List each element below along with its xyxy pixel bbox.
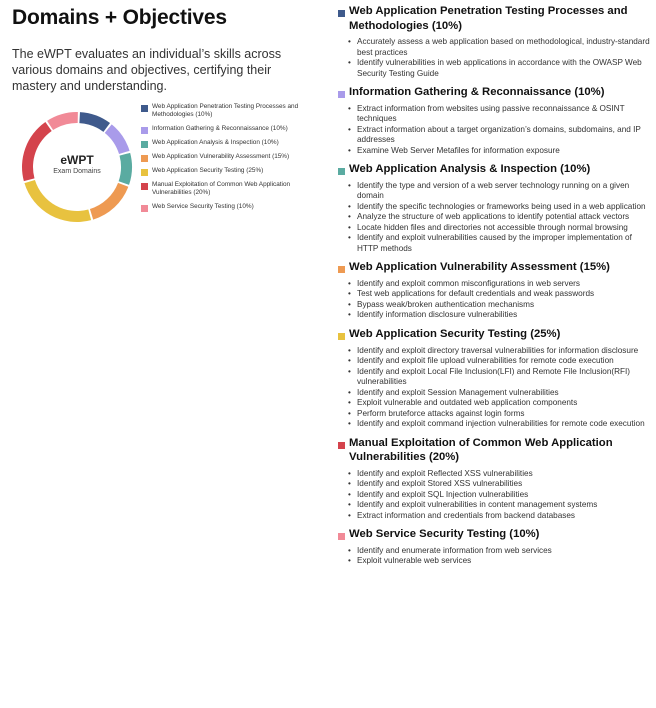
section-header: [338, 85, 650, 100]
legend-swatch: [141, 127, 148, 134]
objective-item: • Identify and exploit Reflected XSS vulnerabilities: [348, 469, 650, 480]
section-header: [338, 260, 650, 275]
donut-slice: [47, 112, 78, 130]
legend-swatch: [141, 141, 148, 148]
objective-list: [338, 279, 650, 321]
objective-item: • Analyze the structure of web applications to identify potential attack vectors: [348, 212, 650, 223]
legend-label: Web Application Security Testing (25%): [152, 166, 264, 174]
donut-slice: [105, 124, 130, 154]
legend-swatch: [141, 155, 148, 162]
section-color-swatch: [338, 168, 345, 175]
section-title: Web Application Analysis & Inspection (10%): [349, 163, 591, 176]
objective-item: • Locate hidden files and directories not accessible through normal browsing: [348, 223, 650, 234]
objective-item: • Extract information from websites using passive reconnaissance & OSINT techniques: [348, 104, 650, 125]
objective-list: [338, 469, 650, 522]
donut-slice: [90, 183, 128, 220]
section-title: Information Gathering & Reconnaissance (10%): [349, 86, 605, 99]
legend-swatch: [141, 169, 148, 176]
section-title: Web Application Vulnerability Assessment (15%): [349, 261, 610, 274]
page-title: Domains + Objectives: [12, 6, 227, 29]
section-title: Web Service Security Testing (10%): [349, 528, 540, 541]
objective-item: • Accurately assess a web application based on methodological, industry-standard best practices: [348, 37, 650, 58]
objective-list: [338, 104, 650, 157]
legend-label: Web Application Penetration Testing Processes and Methodologies (10%): [152, 103, 299, 119]
objective-item: • Identify and exploit SQL Injection vulnerabilities: [348, 490, 650, 501]
section-color-swatch: [338, 91, 345, 98]
objective-item: • Identify and exploit vulnerabilities caused by the improper implementation of HTTP methods: [348, 233, 650, 254]
domain-section: [338, 260, 650, 321]
objective-item: • Extract information and credentials from backend databases: [348, 511, 650, 522]
domain-section: [338, 85, 650, 156]
chart-center-label: [20, 153, 134, 175]
chart-center-title: eWPT: [60, 153, 94, 167]
legend-item: [141, 125, 316, 134]
domain-donut-chart: [20, 110, 134, 224]
objective-item: • Identify and exploit common misconfigurations in web servers: [348, 279, 650, 290]
domain-sections: [338, 4, 650, 573]
objective-list: [338, 546, 650, 567]
objective-item: • Identify vulnerabilities in web applications in accordance with the OWASP Web Security Testing Guide: [348, 58, 650, 79]
legend-item: [141, 153, 316, 162]
objective-list: [338, 346, 650, 430]
section-color-swatch: [338, 10, 345, 17]
objective-item: • Exploit vulnerable web services: [348, 556, 650, 567]
objective-item: • Identify information disclosure vulnerabilities: [348, 310, 650, 321]
section-header: [338, 162, 650, 177]
objective-list: [338, 37, 650, 79]
donut-slice: [79, 112, 110, 132]
objective-item: • Identify the specific technologies or frameworks being used in a web application: [348, 202, 650, 213]
objective-item: • Perform bruteforce attacks against login forms: [348, 409, 650, 420]
objective-item: • Identify and exploit directory traversal vulnerabilities for information disclosure: [348, 346, 650, 357]
chart-center-subtitle: Exam Domains: [53, 168, 101, 175]
objective-item: • Identify and exploit Session Management vulnerabilities: [348, 388, 650, 399]
objective-item: • Exploit vulnerable and outdated web application components: [348, 398, 650, 409]
legend-swatch: [141, 183, 148, 190]
objective-item: • Identify and exploit Local File Inclusion(LFI) and Remote File Inclusion(RFI) vulnerabilities: [348, 367, 650, 388]
section-header: [338, 327, 650, 342]
objective-item: • Examine Web Server Metafiles for information exposure: [348, 146, 650, 157]
domain-section: [338, 327, 650, 430]
section-color-swatch: [338, 442, 345, 449]
domain-section: [338, 4, 650, 79]
section-color-swatch: [338, 333, 345, 340]
section-color-swatch: [338, 533, 345, 540]
objective-item: • Identify and exploit file upload vulnerabilities for remote code execution: [348, 356, 650, 367]
objective-item: • Identify and exploit Stored XSS vulnerabilities: [348, 479, 650, 490]
legend-label: Web Application Analysis & Inspection (10%): [152, 138, 279, 146]
chart-legend: [141, 103, 316, 217]
objective-list: [338, 181, 650, 255]
intro-text: The eWPT evaluates an individual’s skills across various domains and objectives, certifying their mastery and understanding.: [12, 47, 282, 93]
objective-item: • Test web applications for default credentials and weak passwords: [348, 289, 650, 300]
domain-section: [338, 436, 650, 522]
legend-item: [141, 139, 316, 148]
legend-item: [141, 181, 316, 198]
objective-item: • Extract information about a target organization’s domains, subdomains, and IP addresses: [348, 125, 650, 146]
legend-label: Web Service Security Testing (10%): [152, 202, 254, 210]
legend-swatch: [141, 205, 148, 212]
legend-label: Information Gathering & Reconnaissance (10%): [152, 124, 288, 132]
section-color-swatch: [338, 266, 345, 273]
section-header: [338, 436, 650, 465]
section-title: Web Application Security Testing (25%): [349, 327, 561, 340]
legend-label: Web Application Vulnerability Assessment (15%): [152, 152, 290, 160]
domain-section: [338, 162, 650, 254]
section-header: [338, 4, 650, 33]
section-header: [338, 527, 650, 542]
section-title: Web Application Penetration Testing Processes and Methodologies (10%): [349, 5, 628, 32]
donut-slice: [24, 180, 91, 222]
overview-panel: [12, 6, 322, 94]
objective-item: • Identify the type and version of a web server technology running on a given domain: [348, 181, 650, 202]
section-title: Manual Exploitation of Common Web Application Vulnerabilities (20%): [349, 436, 613, 464]
legend-label: Manual Exploitation of Common Web Application Vulnerabilities (20%): [152, 180, 291, 197]
objective-item: • Identify and exploit vulnerabilities in content management systems: [348, 500, 650, 511]
legend-item: [141, 167, 316, 176]
legend-swatch: [141, 105, 148, 112]
legend-item: [141, 203, 316, 212]
legend-item: [141, 103, 316, 120]
objective-item: • Identify and exploit command injection vulnerabilities for remote code execution: [348, 419, 650, 430]
objective-item: • Bypass weak/broken authentication mechanisms: [348, 300, 650, 311]
objective-item: • Identify and enumerate information from web services: [348, 546, 650, 557]
domain-section: [338, 527, 650, 567]
